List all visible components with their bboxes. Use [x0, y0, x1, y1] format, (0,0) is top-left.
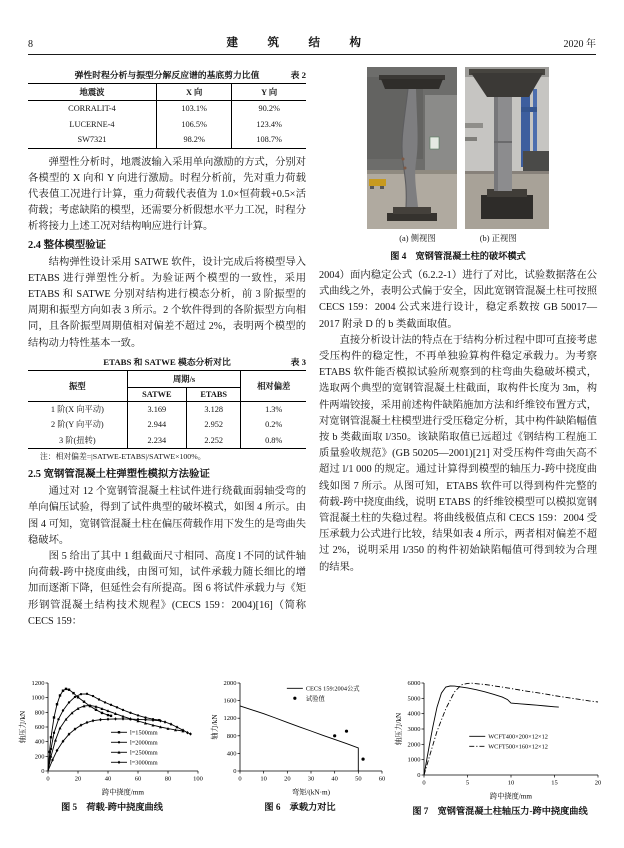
table3-col-period: 周期/s: [127, 370, 241, 387]
svg-text:60: 60: [134, 775, 142, 783]
svg-text:0: 0: [46, 775, 50, 783]
svg-text:30: 30: [307, 775, 315, 783]
svg-text:600: 600: [34, 724, 45, 731]
svg-text:20: 20: [594, 779, 602, 787]
journal-title: 建 筑 结 构: [226, 37, 370, 49]
svg-text:800: 800: [34, 709, 45, 717]
table3-col-satwe: SATWE: [127, 387, 186, 401]
svg-text:0: 0: [41, 768, 45, 775]
cell: 3 阶(扭转): [59, 435, 96, 445]
table2-title-text: 弹性时程分析与振型分解反应谱的基底剪力比值: [74, 70, 260, 80]
svg-text:4000: 4000: [407, 710, 421, 718]
cell: 2 阶(Y 向平动): [51, 420, 104, 430]
cell: 3.128: [186, 401, 240, 417]
table3-col-mode: 振型: [28, 370, 127, 401]
svg-text:弯矩/(kN·m): 弯矩/(kN·m): [292, 788, 330, 797]
table2-tag: 表 2: [290, 70, 306, 80]
table-row: [28, 132, 306, 148]
svg-text:0: 0: [417, 772, 421, 779]
cell: CORRALIT-4: [68, 104, 116, 113]
svg-text:0: 0: [238, 775, 242, 783]
svg-text:200: 200: [34, 753, 45, 761]
paragraph-direct-analysis: 直接分析设计法的特点在于结构分析过程中即可直接考虑受压构件的稳定性，不再单独验算构件稳定承载力。为考察 ETABS 软件能否模拟试验所观察到的柱弯曲失稳破坏模式，选取两个典型的宽钢管混凝土柱截面，取构件长度为 3m，构件两端铰接，采用前述构件缺陷施加方法和纤维铰布置方式，对宽钢管混凝土柱模型进行受压稳定分析，其中构件缺陷幅值按 b 类截面取 l/350。该缺陷取值已远超过《钢结构工程施工质量验收规范》(GB 50205—2001)[21] 对受压构件弯曲矢高不超过 l/1 000 的规定。通过计算得到模型的轴压力-跨中挠度曲线如图 7 所示。从图可知，ETABS 软件可以得到构件完整的荷载-跨中挠度曲线，说明 ETABS 的纤维铰模型可以模拟宽钢管混凝土柱的失稳过程。将曲线极值点和 CECS 159：2004 受压承载力公式进行比较，结果如表 4 所示，两者相对偏差不超过 2%，说明采用 l/350 的构件初始缺陷幅值可得到较为合理的结果。: [319, 334, 598, 573]
svg-text:CECS 159:2004公式: CECS 159:2004公式: [305, 685, 360, 693]
svg-text:400: 400: [226, 750, 237, 758]
right-column: [319, 65, 597, 671]
table2-title: [28, 68, 306, 81]
figure4-photo-side-view: [367, 67, 457, 229]
svg-text:15: 15: [551, 779, 558, 787]
svg-text:l=3000mm: l=3000mm: [130, 759, 158, 767]
cell: 2.944: [127, 417, 186, 433]
table3-note: 注：相对偏差=|SATWE-ETABS|/SATWE×100%。: [40, 452, 206, 462]
svg-text:1000: 1000: [407, 756, 421, 764]
svg-text:1000: 1000: [31, 694, 45, 702]
svg-text:轴压力/kN: 轴压力/kN: [395, 712, 403, 746]
paragraph-fig5-discussion: 图 5 给出了其中 1 组截面尺寸相同、高度 l 不同的试件轴向荷载-跨中挠度曲线，由图可知，试件承载力随长细比的增加而逐渐下降，但延性会有所提高。图 6 将试件承载力与《矩形钢管混凝土结构技术规程》(CECS 159：2004)[16]（简称 CECS 159：: [28, 551, 307, 627]
cell: 1 阶(X 向平动): [50, 404, 104, 414]
table-row: [28, 401, 306, 417]
figures-row: [0, 671, 624, 817]
table3-title: [28, 355, 306, 368]
cell: 2.234: [127, 433, 186, 449]
cell: 103.1%: [156, 101, 231, 117]
svg-text:l=2500mm: l=2500mm: [130, 749, 158, 757]
svg-text:20: 20: [284, 775, 291, 783]
paragraph-specimen-test: 通过对 12 个宽钢管混凝土柱试件进行绕截面弱轴受弯的单向偏压试验，得到了试件典型的破坏模式，如图 4 所示。由图 4 可知，宽钢管混凝土柱在偏压荷载作用下发生的是弯曲失稳破坏。: [28, 486, 307, 546]
table3-block: [28, 355, 306, 463]
table3-title-text: ETABS 和 SATWE 模态分析对比: [103, 356, 231, 367]
figure5-chart: [18, 677, 206, 797]
svg-text:2000: 2000: [407, 741, 421, 749]
svg-text:WCFT500×160×12×12: WCFT500×160×12×12: [488, 743, 548, 751]
table-row: [28, 417, 306, 433]
figure5-block: [18, 677, 206, 813]
svg-text:100: 100: [193, 775, 203, 783]
svg-text:5: 5: [465, 779, 470, 787]
figure4-caption: 图 4 宽钢管混凝土柱的破坏模式: [390, 251, 526, 261]
figure7-caption: 图 7 宽钢管混凝土柱轴压力-跨中挠度曲线: [412, 806, 588, 816]
section-heading-2-5: 2.5 宽钢管混凝土柱弹塑性模拟方法验证: [28, 469, 210, 481]
svg-text:60: 60: [378, 775, 386, 783]
cell: 123.4%: [232, 117, 306, 133]
table2: [28, 83, 306, 149]
table2-col-y: Y 向: [232, 84, 306, 101]
figure4-photos: [319, 67, 597, 229]
figure7-chart: [394, 677, 606, 801]
svg-text:轴力/kN: 轴力/kN: [211, 714, 219, 740]
svg-text:50: 50: [355, 775, 362, 783]
figure4: [319, 67, 597, 262]
svg-text:l=1500mm: l=1500mm: [130, 729, 158, 737]
svg-text:WCFT400×200×12×12: WCFT400×200×12×12: [488, 733, 548, 741]
cell: 108.7%: [232, 132, 306, 148]
svg-text:10: 10: [507, 779, 515, 787]
table3-header-row-1: [28, 370, 306, 387]
table-row: [28, 117, 306, 133]
cell: 90.2%: [232, 101, 306, 117]
cell: 3.169: [127, 401, 186, 417]
svg-text:80: 80: [164, 775, 172, 783]
svg-text:20: 20: [74, 775, 82, 783]
svg-text:400: 400: [34, 738, 45, 746]
cell: 1.3%: [241, 401, 306, 417]
cell: SW7321: [77, 135, 107, 144]
figure6-block: [210, 677, 390, 813]
figure6-chart: [210, 677, 390, 797]
svg-text:800: 800: [226, 732, 237, 740]
paragraph-elastoplastic-analysis: 弹塑性分析时，地震波输入采用单向激励的方式，分别对各模型的 X 向和 Y 向进行激励。时程分析前，先对重力荷载代表值工况进行计算，重力荷载代表值为 1.0×恒荷载+0.5×活荷载；考虑缺陷的模型，还需要分析假想水平力工况，时程分析将接力上述工况对结构响应进行计算。: [28, 156, 307, 233]
table-row: [28, 433, 306, 449]
table3-col-deviation: 相对偏差: [241, 370, 306, 401]
page-header: [28, 34, 596, 55]
figure5-caption: 图 5 荷载-跨中挠度曲线: [61, 802, 163, 812]
section-heading-2-4: 2.4 整体模型验证: [28, 239, 106, 251]
svg-text:3000: 3000: [407, 726, 421, 733]
table2-col-wave: 地震波: [28, 84, 156, 101]
cell: 106.5%: [156, 117, 231, 133]
svg-text:0: 0: [233, 768, 237, 775]
cell: 2.252: [186, 433, 240, 449]
table2-header-row: [28, 84, 306, 101]
page-number: 8: [28, 39, 33, 50]
table3: [28, 370, 306, 450]
table2-block: [28, 68, 306, 149]
table3-col-etabs: ETABS: [186, 387, 240, 401]
svg-text:1200: 1200: [31, 680, 45, 687]
svg-text:1600: 1600: [223, 697, 237, 705]
svg-text:跨中挠度/mm: 跨中挠度/mm: [102, 788, 144, 797]
two-column-body: [0, 55, 624, 671]
figure4-sublabel-a: (a) 侧视图: [399, 234, 436, 243]
figure7-block: [394, 677, 606, 817]
table-row: [28, 101, 306, 117]
cell: 2.952: [186, 417, 240, 433]
paragraph-stability-formula: 2004）面内稳定公式（6.2.2-1）进行了对比，试验数据落在公式曲线之外，表明公式偏于安全，因此宽钢管混凝土柱可按照 CECS 159：2004 公式来进行设计，稳定系数按 GB 50017—2017 附录 D 的 b 类截面取值。: [319, 270, 598, 330]
table2-col-x: X 向: [156, 84, 231, 101]
svg-text:2000: 2000: [223, 680, 237, 687]
cell: 0.2%: [241, 417, 306, 433]
svg-text:5000: 5000: [407, 695, 421, 703]
left-column: [28, 65, 306, 671]
figure4-sublabels: [319, 232, 597, 244]
svg-text:40: 40: [104, 775, 112, 783]
svg-text:6000: 6000: [407, 680, 421, 687]
svg-text:1200: 1200: [223, 715, 237, 723]
svg-text:40: 40: [331, 775, 338, 783]
figure6-caption: 图 6 承载力对比: [264, 802, 336, 812]
cell: 0.8%: [241, 433, 306, 449]
svg-text:跨中挠度/mm: 跨中挠度/mm: [490, 792, 532, 801]
figure4-photo-front-view: [465, 67, 549, 229]
svg-text:轴压力/kN: 轴压力/kN: [19, 710, 27, 744]
figure4-sublabel-b: (b) 正视图: [479, 234, 517, 243]
paragraph-model-verification: 结构弹性设计采用 SATWE 软件，设计完成后将模型导入 ETABS 进行弹塑性分析。为验证两个模型的一致性，采用 ETABS 和 SATWE 分别对结构进行模态分析，前 3 阶振型的周期和振型方向如表 3 所示。2 个软件得到的各阶振型方向相同，且各阶振型周期值相对偏差不超过 2%，表明两个模型的结构动力特性基本一致。: [28, 256, 306, 349]
cell: 98.2%: [156, 132, 231, 148]
svg-text:试验值: 试验值: [305, 695, 325, 703]
year-label: 2020 年: [563, 39, 596, 50]
table3-tag: 表 3: [290, 356, 306, 367]
svg-text:l=2000mm: l=2000mm: [130, 739, 158, 747]
svg-text:0: 0: [422, 779, 426, 787]
cell: LUCERNE-4: [69, 119, 115, 129]
svg-text:10: 10: [260, 775, 267, 783]
